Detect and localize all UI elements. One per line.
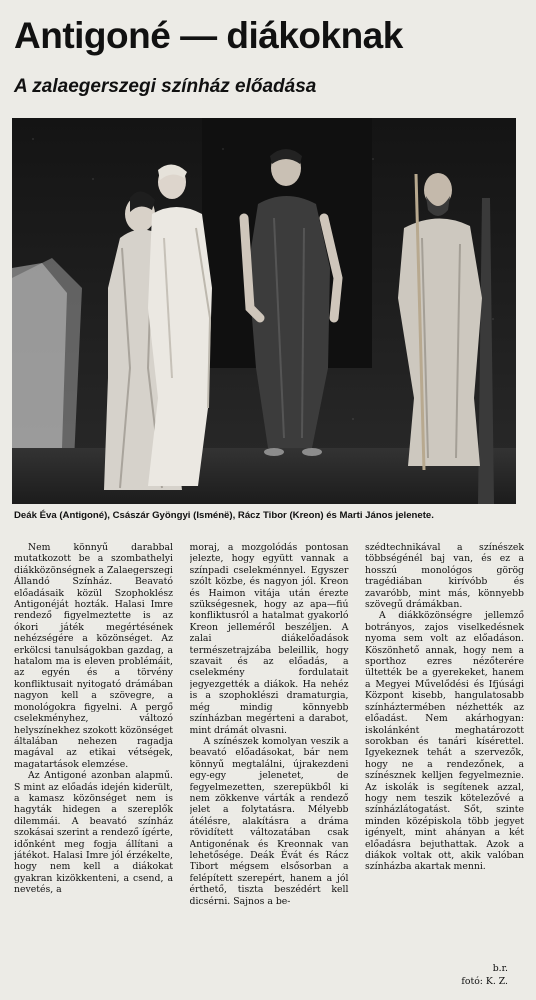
paragraph: Nem könnyű darabbal mutatkozott be a szombathelyi diákközönségnek a Zalaegerszegi Állandó Színház. Beavató előadásaik közül Szophoklész Antigonéját hozták. Halasi Imre rendező figyelmeztette is az ókori játék megértésének nehézségére a közönséget. Az erkölcsi tanulságokban gazdag, a hatalom ma is eleven problémáit, az egyén és a törvény konfliktusait nyitogató drámában nagyon kell a szövegre, a monológokra figyelni. A pergő cselekményhez, változó helyszínekhez szokott közönséget általában nehezen ragadja magával az etikai vétségek, magatartások elemzése.: [14, 542, 173, 770]
article-column-1: [14, 542, 173, 972]
author-initials: b.r.: [492, 963, 508, 974]
paragraph: moraj, a mozgolódás pontosan jelezte, hogy együtt vannak a színpadi cselekménnyel. Egyszer szólt közbe, és nagyon jól. Kreon és Haimon vitája után érezte szükségesnek, hogy az apa—fiú konfliktusról a hatalmat gyakorló Kreon jelleméről beszéljen. A zalai diákelőadások természetrajzába beleillik, hogy szavait és az előadás, a cselekmény fordulatait jegyezgették a diákok. Ha nehéz is a szophoklészi dramaturgia, még mindig könnyebb színházban megérteni a darabot, mint drámát olvasni.: [189, 542, 349, 736]
stage-photo: [12, 118, 516, 504]
paragraph: A színészek komolyan veszik a beavató előadásokat, bár nem könnyű megtalálni, újrakezdeni egy-egy jelenetet, de fegyelmezetten, szerepükből ki nem zökkenve várták a rendező jelet a folytatásra. Mélyebb átélésre, alakításra a dráma rövidített változatában csak Antigonénak és Kreonnak van lehetősége. Deák Évát és Rácz Tibort mégsem elsősorban a felépített szerepért, hanem a jól érthető, tiszta beszédért kell dicsérni. Sajnos a be-: [189, 735, 349, 907]
photo-caption: Deák Éva (Antigoné), Császár Gyöngyi (Isménë), Rácz Tibor (Kreon) és Marti János jelenete.: [14, 510, 434, 521]
paragraph: A diákközönségre jellemző botrányos, zajos viselkedésnek nyoma sem volt az előadáson. Köszönhető annak, hogy nem a sporthoz ezres nézőterére ültették be a gyerekeket, hanem a Megyei Művelődési és Ifjúsági Központ kisebb, hangulatosabb színháztermében nézhették az előadást. Nem akárhogyan: iskolánként meghatározott sorokban és tanári kísérettel. Igyekeznek tehát a szervezők, hogy ne a rendezőnek, a színésznek kelljen fegyelmeznie. Az iskolák is segítenek azzal, hogy nem teszik kötelezővé a színházlátogatást. Sőt, szinte minden középiskola több jegyet igényelt, mint ahányan a két előadásra bejuthattak. Azok a diákok voltak ott, akik valóban színházba akartak menni.: [365, 610, 524, 873]
article-column-3: [365, 542, 524, 972]
photo-credit: fotó: K. Z.: [461, 976, 508, 987]
article-column-2: [190, 542, 349, 972]
article-body: [14, 542, 524, 972]
byline: [388, 962, 508, 988]
paragraph: szédtechnikával a színészek többségénél baj van, és ez a hosszú monológos görög tragédiában kirívóbb és zavaróbb, mint más, könnyebb szövegű drámákban.: [365, 542, 524, 611]
stage-photo-image: [12, 118, 516, 504]
paragraph: Az Antigoné azonban alapmű. S mint az előadás idején kiderült, a kamasz közönséget nem is hagyták hidegen a szereplők dilemmái. A beavató színház szokásai szerint a rendező ígérte, időnként meg fogja állítani a játékot. Halasi Imre jól érzékelte, hogy nem kell a diákokat gyakran kizökkenteni, a csend, a nevetés, a: [14, 770, 173, 896]
headline: Antigoné — diákoknak: [14, 15, 403, 56]
subheadline: A zalaegerszegi színház előadása: [14, 76, 317, 97]
